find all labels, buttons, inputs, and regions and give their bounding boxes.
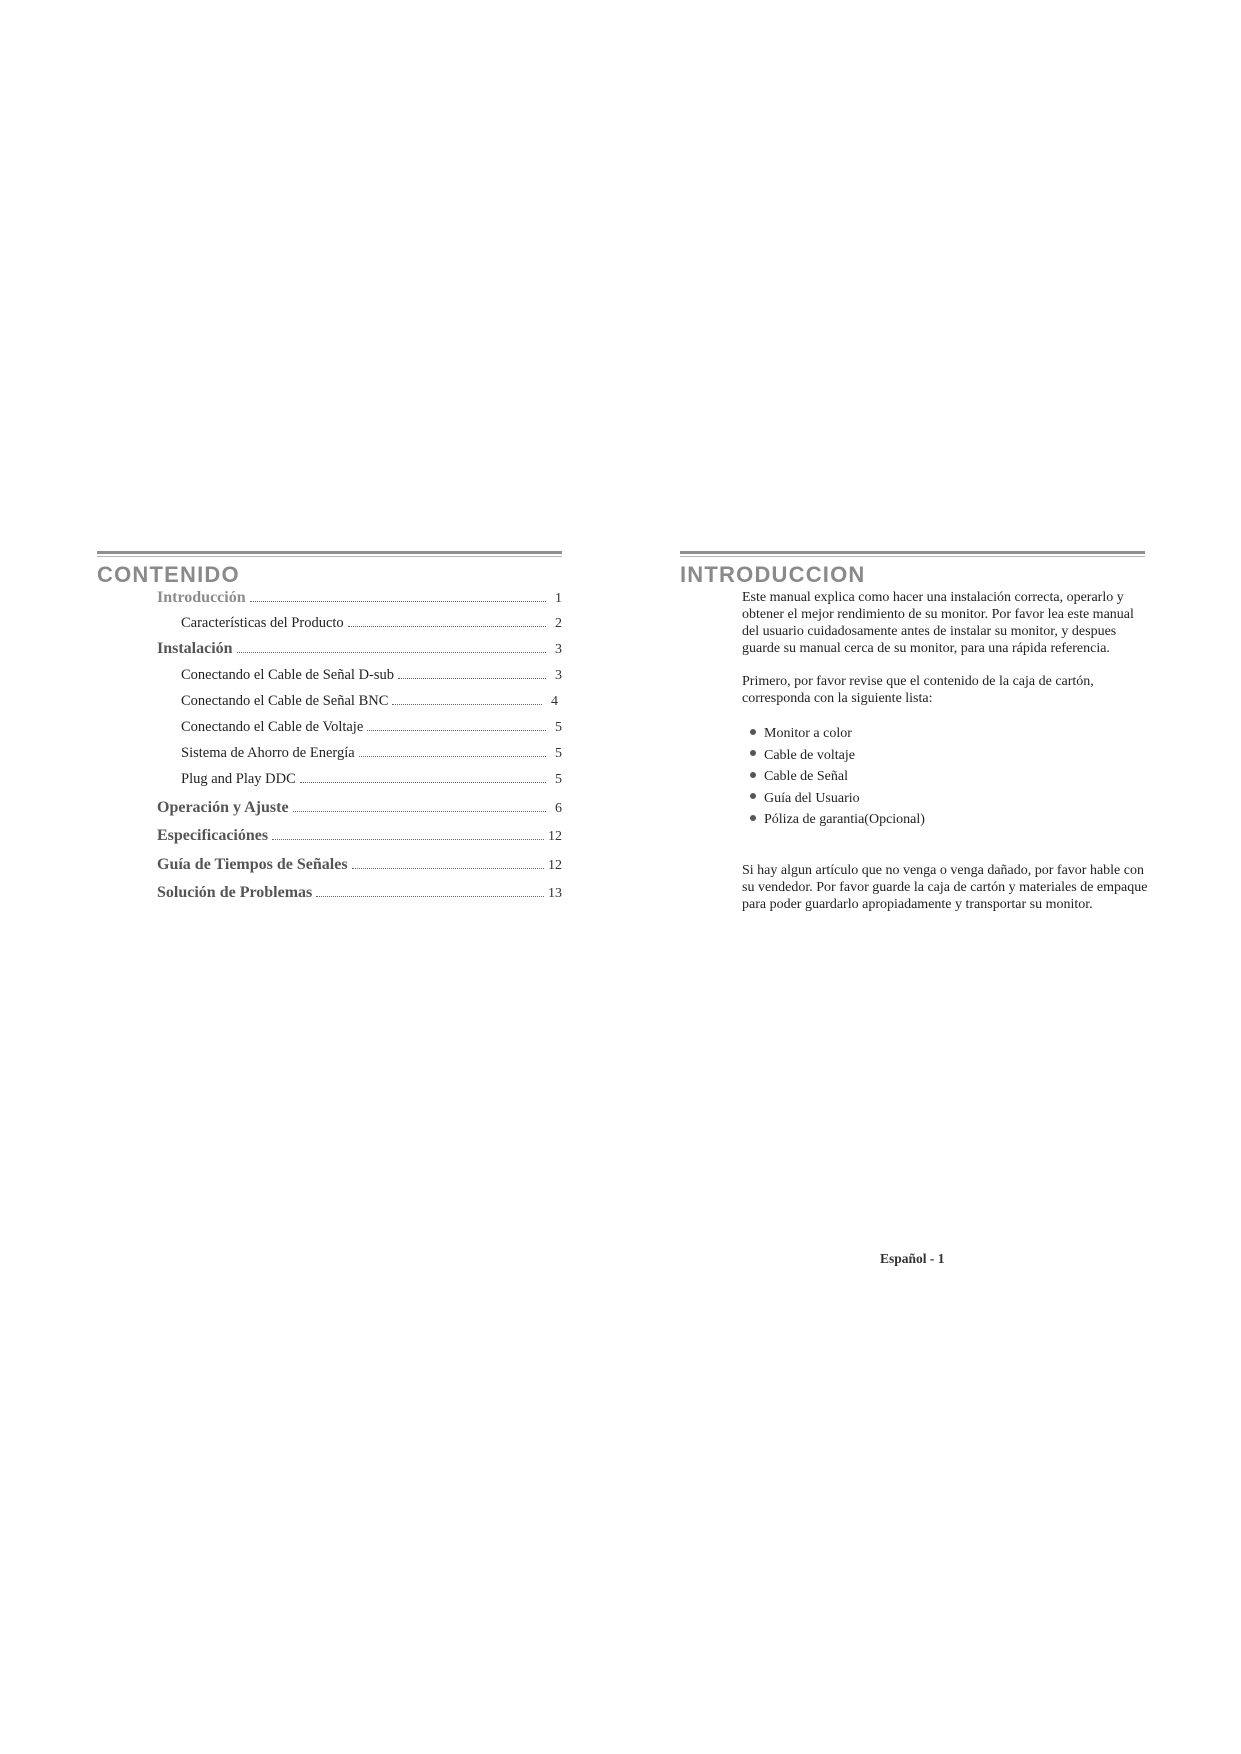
heading-rule-thin bbox=[97, 556, 562, 557]
toc-entry-operacion[interactable] bbox=[157, 799, 562, 817]
toc-label: Introducción bbox=[157, 589, 246, 606]
heading-rule bbox=[680, 551, 1145, 554]
toc-page: 13 bbox=[548, 886, 562, 901]
toc-entry-plug-and-play[interactable] bbox=[157, 771, 562, 788]
toc-entry-instalacion[interactable] bbox=[157, 640, 562, 658]
toc-page: 5 bbox=[555, 720, 562, 735]
bullet-icon bbox=[750, 729, 756, 735]
bullet-icon bbox=[750, 772, 756, 778]
list-item bbox=[742, 723, 1152, 745]
list-item bbox=[742, 745, 1152, 767]
list-item-text: Monitor a color bbox=[764, 726, 852, 742]
introduction-body bbox=[742, 589, 1152, 913]
toc-page: 1 bbox=[555, 591, 562, 606]
toc-page: 2 bbox=[555, 616, 562, 631]
toc-label: Solución de Problemas bbox=[157, 884, 313, 901]
introduction-section bbox=[680, 551, 1148, 912]
toc-page: 5 bbox=[555, 772, 562, 787]
toc-page: 12 bbox=[548, 829, 562, 844]
contents-section bbox=[97, 551, 562, 901]
toc-entry-bnc[interactable] bbox=[157, 693, 558, 710]
intro-paragraph-3: Si hay algun artículo que no venga o venga dañado, por favor hable con su vendedor. Por favor guarde la caja de cartón y materiales de empaque para poder guardarlo apropiadamente y transportar su monitor. bbox=[742, 862, 1148, 912]
introduction-heading: INTRODUCCION bbox=[680, 562, 866, 587]
toc-leader bbox=[300, 781, 546, 783]
toc-leader bbox=[293, 810, 546, 812]
toc-page: 12 bbox=[548, 858, 562, 873]
bullet-icon bbox=[750, 815, 756, 821]
intro-paragraph-2: Primero, por favor revise que el contenido de la caja de cartón, corresponda con la siguiente lista: bbox=[742, 674, 1094, 706]
toc-entry-dsub[interactable] bbox=[157, 667, 562, 684]
toc-entry-especificaciones[interactable] bbox=[157, 827, 562, 845]
toc-entry-solucion-problemas[interactable] bbox=[157, 884, 562, 902]
toc-label: Operación y Ajuste bbox=[157, 799, 289, 816]
toc-leader bbox=[367, 729, 546, 731]
toc-entry-tiempos-senales[interactable] bbox=[157, 856, 562, 874]
toc-page: 4 bbox=[551, 694, 558, 709]
page-number: Español - 1 bbox=[880, 1251, 945, 1266]
toc-entry-caracteristicas[interactable] bbox=[157, 615, 562, 632]
toc-label: Características del Producto bbox=[181, 615, 344, 631]
heading-rule-thin bbox=[680, 556, 1145, 557]
toc-leader bbox=[250, 600, 546, 602]
toc-leader bbox=[237, 651, 546, 653]
list-item-text: Guía del Usuario bbox=[764, 790, 860, 806]
list-item bbox=[742, 809, 1152, 831]
toc-entry-voltaje[interactable] bbox=[157, 719, 562, 736]
toc-page: 3 bbox=[555, 668, 562, 683]
toc-leader bbox=[392, 703, 542, 705]
list-item-text: Póliza de garantia(Opcional) bbox=[764, 812, 925, 828]
toc-label: Conectando el Cable de Señal BNC bbox=[181, 693, 389, 709]
toc-leader bbox=[272, 838, 544, 840]
toc-leader bbox=[348, 625, 546, 627]
toc-label: Especificaciónes bbox=[157, 827, 269, 844]
toc-leader bbox=[398, 677, 546, 679]
bullet-icon bbox=[750, 750, 756, 756]
package-contents-list bbox=[742, 723, 1152, 831]
heading-rule bbox=[97, 551, 562, 554]
intro-paragraph-1: Este manual explica como hacer una instalación correcta, operarlo y obtener el mejor rendimiento de su monitor. Por favor lea este manual del usuario cuidadosamente antes de instalar su monitor, y despues guarde su manual cerca de su monitor, para una rápida referencia. bbox=[742, 590, 1134, 656]
toc-page: 6 bbox=[555, 801, 562, 816]
bullet-icon bbox=[750, 793, 756, 799]
toc-label: Instalación bbox=[157, 640, 233, 657]
toc-label: Guía de Tiempos de Señales bbox=[157, 856, 348, 873]
toc-label: Sistema de Ahorro de Energía bbox=[181, 745, 355, 761]
list-item-text: Cable de Señal bbox=[764, 769, 848, 785]
toc-label: Plug and Play DDC bbox=[181, 771, 296, 787]
toc-leader bbox=[316, 895, 544, 897]
toc-label: Conectando el Cable de Voltaje bbox=[181, 719, 364, 735]
toc-page: 3 bbox=[555, 642, 562, 657]
list-item bbox=[742, 766, 1152, 788]
toc-page: 5 bbox=[555, 746, 562, 761]
toc-label: Conectando el Cable de Señal D-sub bbox=[181, 667, 395, 683]
toc-entry-ahorro-energia[interactable] bbox=[157, 745, 562, 762]
toc-leader bbox=[352, 867, 544, 869]
toc-leader bbox=[359, 755, 546, 757]
list-item bbox=[742, 788, 1152, 810]
contents-heading: CONTENIDO bbox=[97, 562, 240, 587]
toc-entry-introduccion[interactable] bbox=[157, 589, 562, 607]
list-item-text: Cable de voltaje bbox=[764, 747, 855, 763]
